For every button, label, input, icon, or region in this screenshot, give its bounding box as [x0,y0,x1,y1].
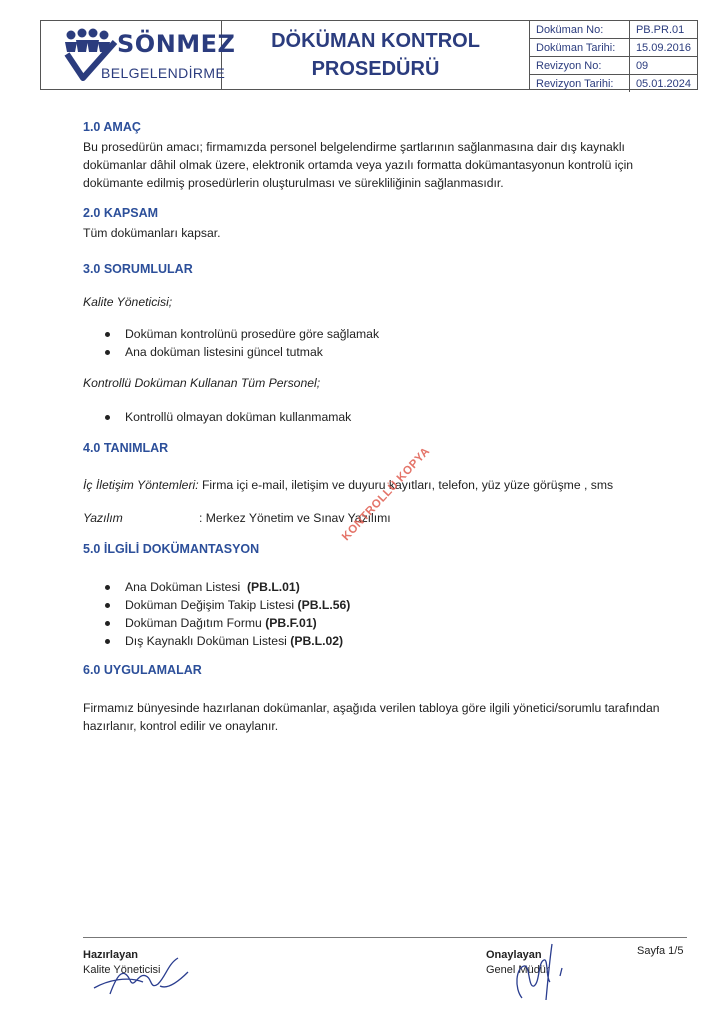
definition-internal-communication [83,478,613,492]
meta-label: Revizyon Tarihi: [530,75,629,93]
doc-code: (PB.L.02) [290,634,344,648]
definition-term: Yazılım [83,511,123,525]
prepared-role: Kalite Yöneticisi [83,964,161,976]
role1-list [83,325,379,361]
meta-label: Doküman No: [530,21,629,39]
meta-value: 15.09.2016 [629,39,697,57]
approved-label: Onaylayan [486,949,542,961]
section-heading-definitions: 4.0 TANIMLAR [83,441,169,455]
scope-text: Tüm dokümanları kapsar. [83,226,221,240]
company-logo [41,21,236,89]
meta-value: 09 [629,57,697,75]
approved-role: Genel Müdür [486,964,550,976]
doc-code: (PB.L.01) [246,580,300,594]
applications-text: Firmamız bünyesinde hazırlanan dokümanlar, aşağıda verilen tabloya göre ilgili yönetici/sorumlu tarafından hazırlanır, kontrol edilir ve onaylanır. [83,701,660,733]
meta-value: 05.01.2024 [635,77,691,90]
list-item [83,596,350,614]
footer-divider [83,937,687,938]
list-item [83,614,350,632]
logo-sub-text: BELGELENDİRME [101,65,226,81]
meta-value: PB.PR.01 [629,21,697,39]
meta-row [530,75,697,93]
section-heading-applications: 6.0 UYGULAMALAR [83,663,202,677]
approved-signature [500,938,580,1008]
doc-name: Dış Kaynaklı Doküman Listesi [125,634,287,648]
doc-code: (PB.F.01) [265,616,317,630]
meta-label: Revizyon No: [530,57,629,75]
definition-text: Firma içi e-mail, iletişim ve duyuru kayıtları, telefon, yüz yüze görüşme , sms [201,478,614,492]
title-line-1: DÖKÜMAN KONTROL [271,30,480,52]
meta-row [530,21,697,39]
document-header [40,20,698,90]
title-line-2: PROSEDÜRÜ [311,58,440,80]
section-heading-responsibles: 3.0 SORUMLULAR [83,262,193,276]
page-number: Sayfa 1/5 [637,945,684,957]
document-title [222,21,530,89]
definition-software [83,511,391,525]
role-quality-manager: Kalite Yöneticisi; [83,295,173,309]
meta-row [530,57,697,75]
list-item: Ana doküman listesini güncel tutmak [83,343,379,361]
related-docs-list [83,578,350,650]
section-heading-purpose: 1.0 AMAÇ [83,120,141,134]
list-item [83,578,350,596]
definition-term: İç İletişim Yöntemleri: [83,478,199,492]
doc-name: Doküman Değişim Takip Listesi [125,598,295,612]
document-meta [530,21,697,89]
meta-row [530,39,697,57]
role-all-personnel: Kontrollü Doküman Kullanan Tüm Personel; [83,376,321,390]
section-heading-related-docs: 5.0 İLGİLİ DOKÜMANTASYON [83,542,260,556]
controlled-copy-stamp: KONTROLLÜ KOPYA [340,445,433,544]
prepared-label: Hazırlayan [83,949,139,961]
doc-code: (PB.L.56) [297,598,351,612]
list-item: Doküman kontrolünü prosedüre göre sağlamak [83,325,379,343]
doc-name: Ana Doküman Listesi [125,580,241,594]
list-item: Kontrollü olmayan doküman kullanmamak [83,408,351,426]
logo-brand-text: SÖNMEZ [117,30,236,58]
meta-label: Doküman Tarihi: [530,39,629,57]
role2-list [83,408,351,426]
prepared-signature [88,950,198,1002]
section-heading-scope: 2.0 KAPSAM [83,206,159,220]
list-item [83,632,350,650]
definition-text: : Merkez Yönetim ve Sınav Yazılımı [199,511,391,525]
doc-name: Doküman Dağıtım Formu [125,616,262,630]
purpose-text: Bu prosedürün amacı; firmamızda personel belgelendirme şartlarının sağlanmasına dair dış kaynaklı dokümanlar dâhil olmak üzere, elektronik ortamda veya yazılı formatta dokümantasyonun kontrolü için dokümante edilmiş prosedürlerin oluşturulması ve sürekliliğinin sağlanmasıdır. [83,140,634,190]
